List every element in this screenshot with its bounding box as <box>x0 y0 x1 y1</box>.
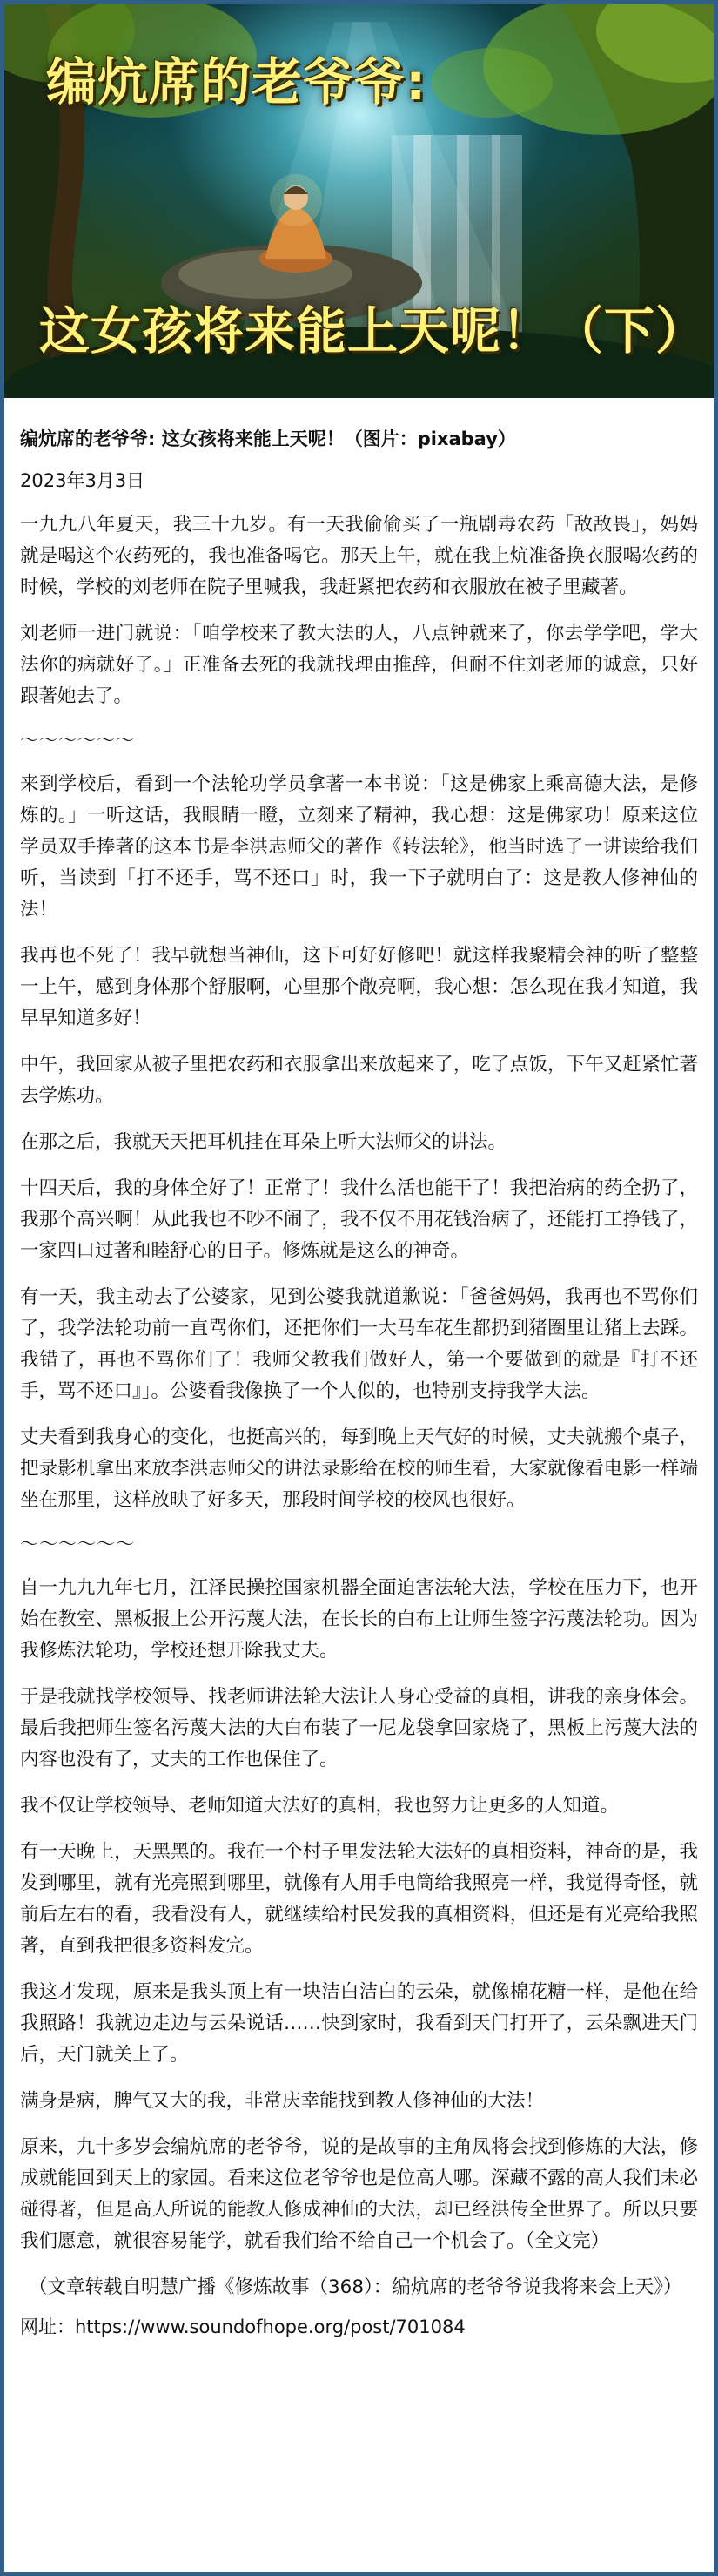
source-note: （文章转载自明慧广播《修炼故事（368）：编炕席的老爷爷说我将来会上天》） <box>29 2276 682 2298</box>
section-divider: ～～～～～～ <box>20 730 135 751</box>
paragraph: 丈夫看到我身心的变化，也挺高兴的，每到晚上天气好的时候，丈夫就搬个桌子，把录影机拿出来放李洪志师父的讲法录影给在校的师生看，大家就像看电影一样端坐在那里，这样放映了好多天，那段时间学校的校风也很好。 <box>20 1426 698 1511</box>
paragraph: 一九九八年夏天，我三十九岁。有一天我偷偷买了一瓶剧毒农药「敌敌畏」，妈妈就是喝这个农药死的，我也准备喝它。那天上午，就在我上炕准备换衣服喝农药的时候，学校的刘老师在院子里喊我，我赶紧把农药和衣服放在被子里藏著。 <box>20 514 698 598</box>
hero-subtitle: 这女孩将来能上天呢！（下） <box>39 301 708 361</box>
paragraph: 有一天晚上，天黑黑的。我在一个村子里发法轮大法好的真相资料，神奇的是，我发到哪里，就有光亮照到哪里，就像有人用手电筒给我照亮一样，我觉得奇怪，就前后左右的看，我看没有人，就继续给村民发我的真相资料，但还是有光亮给我照著，直到我把很多资料发完。 <box>20 1841 698 1957</box>
paragraph: 满身是病，脾气又大的我，非常庆幸能找到教人修神仙的大法！ <box>20 2090 545 2112</box>
paragraph: 在那之后，我就天天把耳机挂在耳朵上听大法师父的讲法。 <box>20 1131 507 1153</box>
image-caption: 编炕席的老爷爷: 这女孩将来能上天呢！（图片：pixabay） <box>20 428 516 449</box>
paragraph: 于是我就找学校领导、找老师讲法轮大法让人身心受益的真相，讲我的亲身体会。最后我把师生签名污蔑大法的大白布装了一尼龙袋拿回家烧了，黑板上污蔑大法的内容也没有了，丈夫的工作也保住了。 <box>20 1686 698 1770</box>
hero-title: 编炕席的老爷爷: <box>46 52 427 111</box>
source-url-line <box>20 2314 698 2340</box>
source-url[interactable]: https://www.soundofhope.org/post/701084 <box>75 2316 466 2337</box>
paragraph: 十四天后，我的身体全好了！正常了！我什么活也能干了！我把治病的药全扔了，我那个高兴啊！从此我也不吵不闹了，我不仅不用花钱治病了，还能打工挣钱了，一家四口过著和睦舒心的日子。修炼就是这么的神奇。 <box>20 1177 698 1262</box>
paragraph: 我这才发现，原来是我头顶上有一块洁白洁白的云朵，就像棉花糖一样，是他在给我照路！我就边走边与云朵说话……快到家时，我看到天门打开了，云朵飘进天门后，天门就关上了。 <box>20 1981 698 2066</box>
paragraph: 自一九九九年七月，江泽民操控国家机器全面迫害法轮大法，学校在压力下，也开始在教室、黑板报上公开污蔑大法，在长长的白布上让师生签字污蔑法轮功。因为我修炼法轮功，学校还想开除我丈夫。 <box>20 1577 698 1662</box>
paragraph: 中午，我回家从被子里把农药和衣服拿出来放起来了，吃了点饭，下午又赶紧忙著去学炼功。 <box>20 1054 698 1107</box>
paragraph: 来到学校后，看到一个法轮功学员拿著一本书说：「这是佛家上乘高德大法，是修炼的。」一听这话，我眼睛一瞪，立刻来了精神，我心想：这是佛家功！原来这位学员双手捧著的这本书是李洪志师父的著作《转法轮》，他当时选了一讲读给我们听，当读到「打不还手，骂不还口」时，我一下子就明白了：这是教人修神仙的法！ <box>20 773 698 920</box>
section-divider: ～～～～～～ <box>20 1534 135 1554</box>
publish-date: 2023年3月3日 <box>20 470 145 491</box>
paragraph: 原来，九十多岁会编炕席的老爷爷，说的是故事的主角凤将会找到修炼的大法，修成就能回到天上的家园。看来这位老爷爷也是位高人哪。深藏不露的高人我们未必碰得著，但是高人所说的能教人修成神仙的大法，却已经洪传全世界了。所以只要我们愿意，就很容易能学，就看我们给不给自己一个机会了。（全文完） <box>20 2136 698 2252</box>
paragraph: 我再也不死了！我早就想当神仙，这下可好好修吧！就这样我聚精会神的听了整整一上午，感到身体那个舒服啊，心里那个敞亮啊，我心想：怎么现在我才知道，我早早知道多好！ <box>20 945 698 1029</box>
hero-banner <box>4 4 714 398</box>
paragraph: 刘老师一进门就说：「咱学校来了教大法的人，八点钟就来了，你去学学吧，学大法你的病就好了。」正准备去死的我就找理由推辞，但耐不住刘老师的诚意，只好跟著她去了。 <box>20 623 698 707</box>
url-label: 网址： <box>20 2316 75 2337</box>
paragraph: 有一天，我主动去了公婆家，见到公婆我就道歉说：「爸爸妈妈，我再也不骂你们了，我学法轮功前一直骂你们，还把你们一大马车花生都扔到猪圈里让猪上去踩。我错了，再也不骂你们了！我师父教我们做好人，第一个要做到的就是『打不还手，骂不还口』」。公婆看我像换了一个人似的，也特别支持我学大法。 <box>20 1286 698 1402</box>
paragraph: 我不仅让学校领导、老师知道大法好的真相，我也努力让更多的人知道。 <box>20 1795 620 1817</box>
article-body <box>4 398 714 2340</box>
